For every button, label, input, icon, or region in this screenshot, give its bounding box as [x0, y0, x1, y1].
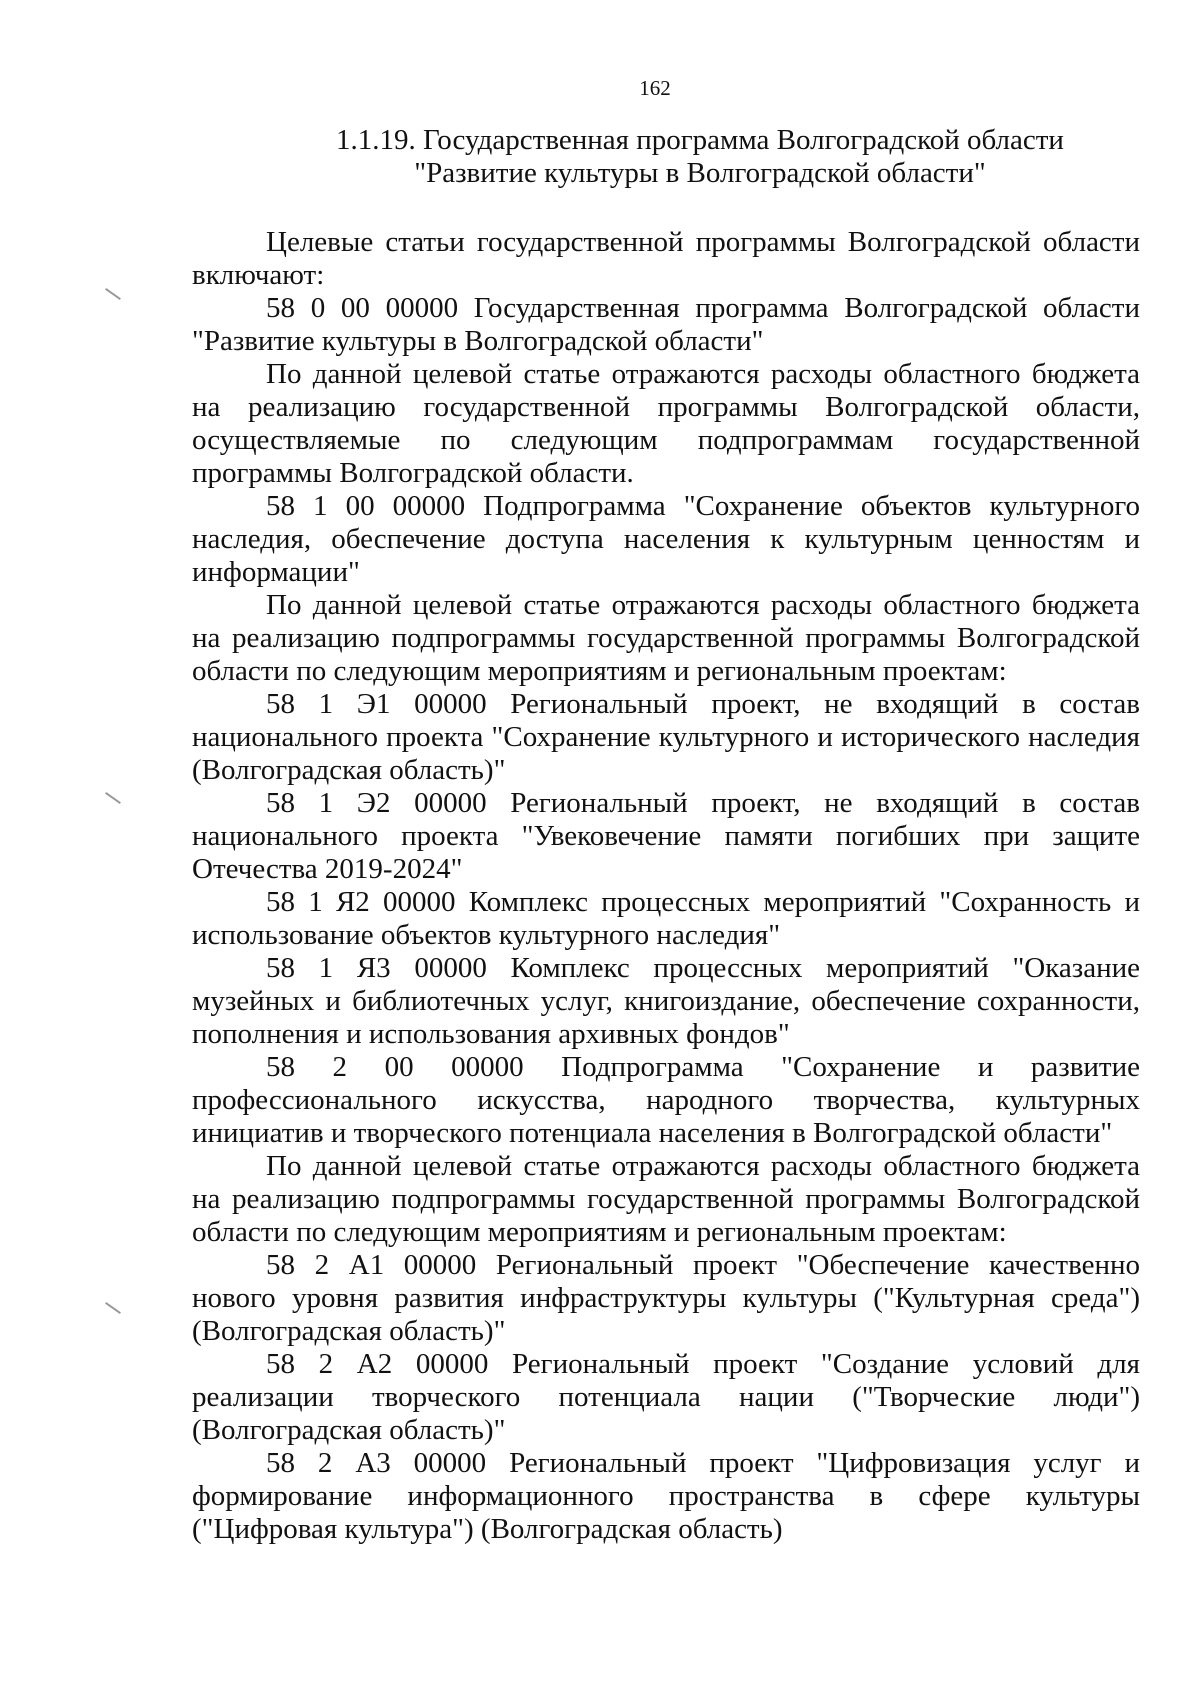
body-text	[192, 226, 1140, 1546]
paragraph: 58 1 00 00000 Подпрограмма "Сохранение объектов культурного наследия, обеспечение доступа населения к культурным ценностям и информации"	[192, 490, 1140, 588]
page-number: 162	[639, 76, 671, 100]
paragraph: По данной целевой статье отражаются расходы областного бюджета на реализацию подпрограммы государственной программы Волгоградской области по следующим мероприятиям и региональным проектам:	[192, 1150, 1140, 1248]
paragraph: 58 2 А3 00000 Региональный проект "Цифровизация услуг и формирование информационного пространства в сфере культуры ("Цифровая культура") (Волгоградская область)	[192, 1447, 1140, 1545]
scan-mark	[105, 1302, 121, 1314]
paragraph: 58 1 Я3 00000 Комплекс процессных мероприятий "Оказание музейных и библиотечных услуг, книгоиздание, обеспечение сохранности, пополнения и использования архивных фондов"	[192, 952, 1140, 1050]
paragraph: 58 0 00 00000 Государственная программа Волгоградской области "Развитие культуры в Волгоградской области"	[192, 292, 1140, 357]
section-title-line-2: "Развитие культуры в Волгоградской области"	[414, 157, 986, 189]
paragraph: 58 2 00 00000 Подпрограмма "Сохранение и развитие профессионального искусства, народного творчества, культурных инициатив и творческого потенциала населения в Волгоградской области"	[192, 1051, 1140, 1149]
paragraph: По данной целевой статье отражаются расходы областного бюджета на реализацию государственной программы Волгоградской области, осуществляемые по следующим подпрограммам государственной программы Волгоградской области.	[192, 358, 1140, 489]
paragraph: 58 1 Э2 00000 Региональный проект, не входящий в состав национального проекта "Увековечение памяти погибших при защите Отечества 2019-2024"	[192, 787, 1140, 885]
paragraph: Целевые статьи государственной программы Волгоградской области включают:	[192, 226, 1140, 291]
paragraph: 58 1 Э1 00000 Региональный проект, не входящий в состав национального проекта "Сохранение культурного и исторического наследия (Волгоградская область)"	[192, 688, 1140, 786]
section-title	[300, 124, 1100, 190]
paragraph: 58 2 А2 00000 Региональный проект "Создание условий для реализации творческого потенциала нации ("Творческие люди") (Волгоградская область)"	[192, 1348, 1140, 1446]
section-title-line-1: 1.1.19. Государственная программа Волгоградской области	[336, 124, 1064, 156]
scan-mark	[105, 288, 121, 300]
paragraph: 58 1 Я2 00000 Комплекс процессных мероприятий "Сохранность и использование объектов культурного наследия"	[192, 886, 1140, 951]
paragraph: 58 2 А1 00000 Региональный проект "Обеспечение качественно нового уровня развития инфраструктуры культуры ("Культурная среда") (Волгоградская область)"	[192, 1249, 1140, 1347]
paragraph: По данной целевой статье отражаются расходы областного бюджета на реализацию подпрограммы государственной программы Волгоградской области по следующим мероприятиям и региональным проектам:	[192, 589, 1140, 687]
scan-mark	[105, 792, 121, 804]
